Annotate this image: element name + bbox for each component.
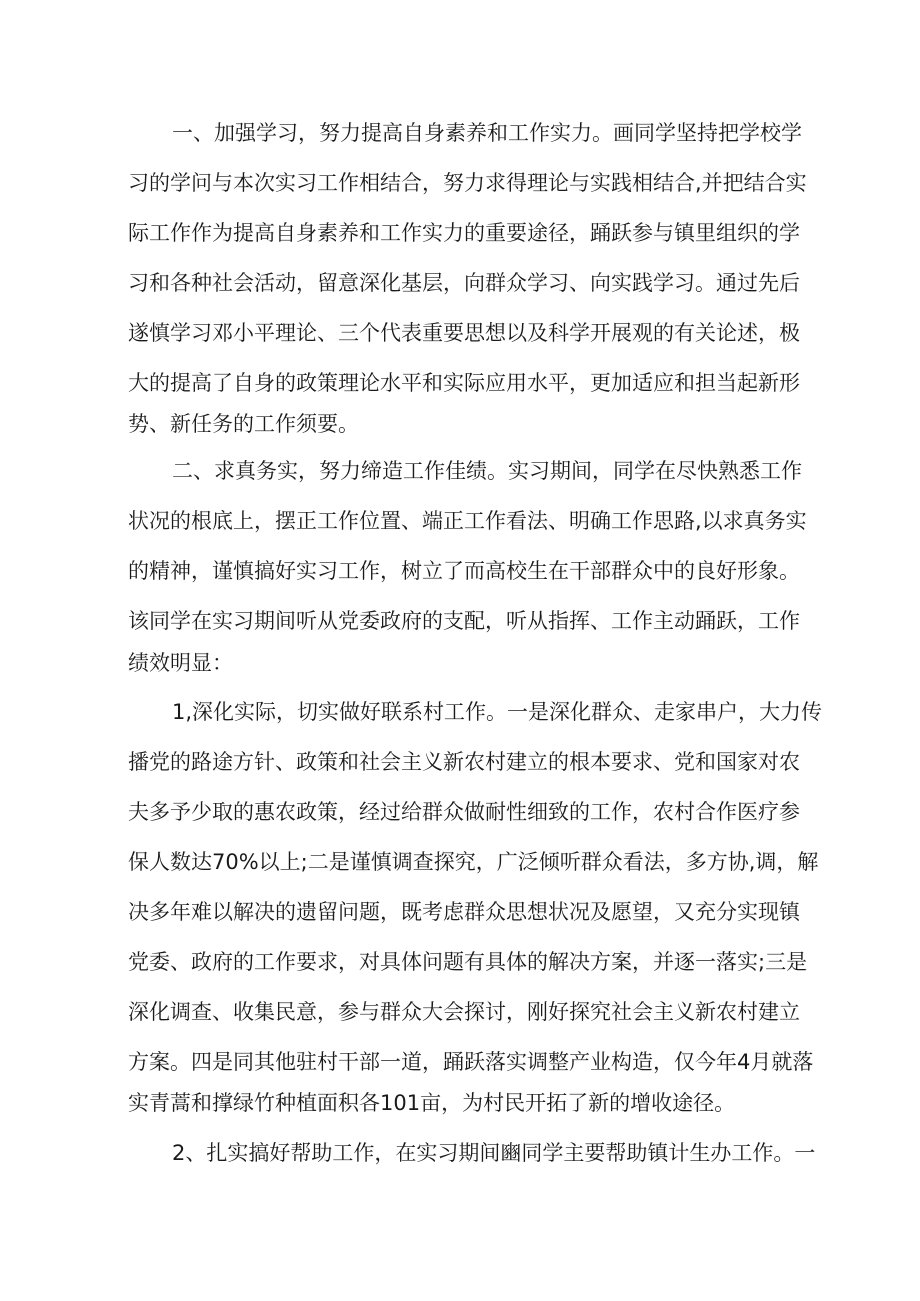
paragraph-line: 实青蒿和撑绿竹种植面积各101亩，为村民开拓了新的增收途径。 xyxy=(128,1091,736,1115)
paragraph-line: 状况的根底上，摆正工作位置、端正工作看法、明确工作思路,以求真务实 xyxy=(128,509,807,533)
paragraph-line: 党委、政府的工作要求，对具体问题有具体的解决方案，并逐一落实;三是 xyxy=(128,950,808,974)
paragraph-line: 的精神，谨慎搞好实习工作，树立了而高校生在干部群众中的良好形象。 xyxy=(128,559,800,583)
paragraph-line: 遂慎学习邓小平理论、三个代表重要思想以及科学开展观的有关论述，极 xyxy=(128,321,800,345)
paragraph-line: 大的提高了自身的政策理论水平和实际应用水平，更加适应和担当起新形 xyxy=(128,371,800,395)
paragraph-line: 保人数达70%以上;二是谨慎调查探究，广泛倾听群众看法，多方协,调，解 xyxy=(128,850,819,874)
paragraph-line: 二、求真务实，努力缔造工作佳绩。实习期间，同学在尽快熟悉工作 xyxy=(172,459,802,483)
paragraph-line: 播党的路途方针、政策和社会主义新农村建立的根本要求、党和国家对农 xyxy=(128,750,800,774)
paragraph-line: 夫多予少取的惠农政策，经过给群众做耐性细致的工作，农村合作医疗参 xyxy=(128,800,800,824)
paragraph-line: 该同学在实习期间听从党委政府的支配，听从指挥、工作主动踊跃，工作 xyxy=(128,609,800,633)
paragraph-line: 绩效明显： xyxy=(128,651,233,675)
paragraph-line: 一、加强学习，努力提高自身素养和工作实力。画同学坚持把学校学 xyxy=(172,121,802,145)
paragraph-line: 决多年难以解决的遗留问题，既考虑群众思想状况及愿望，又充分实现镇 xyxy=(128,900,800,924)
paragraph-line: 1,深化实际，切实做好联系村工作。一是深化群众、走家串户，大力传 xyxy=(172,700,823,724)
paragraph-line: 2、扎实搞好帮助工作，在实习期间豳同学主要帮助镇计生办工作。一 xyxy=(172,1141,816,1165)
paragraph-line: 习的学问与本次实习工作相结合，努力求得理论与实践相结合,并把结合实 xyxy=(128,171,807,195)
paragraph-line: 势、新任务的工作须要。 xyxy=(128,412,359,436)
paragraph-line: 习和各种社会活动，留意深化基层，向群众学习、向实践学习。通过先后 xyxy=(128,271,800,295)
paragraph-line: 际工作作为提高自身素养和工作实力的重要途径，踊跃参与镇里组织的学 xyxy=(128,221,800,245)
paragraph-line: 深化调查、收集民意，参与群众大会探讨，刚好探究社会主义新农村建立 xyxy=(128,1000,800,1024)
paragraph-line: 方案。四是同其他驻村干部一道，踊跃落实调整产业构造，仅今年4月就落 xyxy=(128,1050,814,1074)
